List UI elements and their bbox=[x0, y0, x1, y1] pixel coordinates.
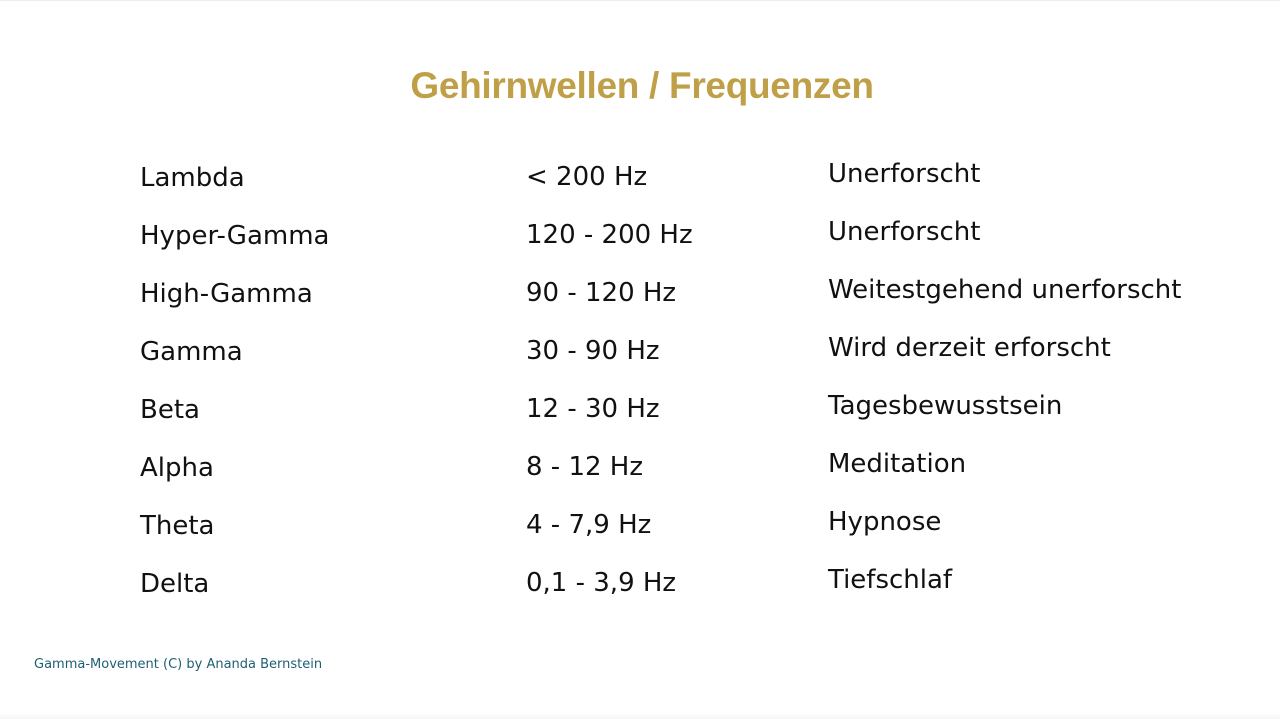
table-row bbox=[0, 333, 1280, 379]
wave-frequency: 8 - 12 Hz bbox=[526, 452, 643, 482]
wave-name: Alpha bbox=[140, 453, 214, 483]
wave-frequency: 90 - 120 Hz bbox=[526, 278, 677, 308]
wave-frequency: 30 - 90 Hz bbox=[526, 336, 660, 366]
wave-name: Gamma bbox=[140, 337, 243, 367]
table-row bbox=[0, 275, 1280, 321]
wave-frequency: 12 - 30 Hz bbox=[526, 394, 660, 424]
wave-description: Unerforscht bbox=[828, 217, 981, 247]
brainwave-table bbox=[0, 1, 1280, 719]
wave-description: Tagesbewusstsein bbox=[828, 391, 1063, 421]
table-row bbox=[0, 449, 1280, 495]
copyright-footer: Gamma-Movement (C) by Ananda Bernstein bbox=[34, 657, 323, 672]
wave-frequency: 120 - 200 Hz bbox=[526, 220, 693, 250]
bottom-edge bbox=[0, 713, 1280, 719]
table-row bbox=[0, 217, 1280, 263]
wave-description: Tiefschlaf bbox=[828, 565, 953, 595]
wave-description: Weitestgehend unerforscht bbox=[828, 275, 1182, 305]
table-row bbox=[0, 507, 1280, 553]
wave-name: Theta bbox=[140, 511, 215, 541]
wave-description: Hypnose bbox=[828, 507, 942, 537]
wave-description: Unerforscht bbox=[828, 159, 981, 189]
wave-name: Hyper-Gamma bbox=[140, 221, 330, 251]
wave-name: Delta bbox=[140, 569, 210, 599]
wave-description: Meditation bbox=[828, 449, 967, 479]
slide-title: Gehirnwellen / Frequenzen bbox=[410, 65, 874, 106]
wave-frequency: < 200 Hz bbox=[526, 162, 648, 192]
table-row bbox=[0, 159, 1280, 205]
wave-description: Wird derzeit erforscht bbox=[828, 333, 1111, 363]
wave-frequency: 0,1 - 3,9 Hz bbox=[526, 568, 677, 598]
wave-name: High-Gamma bbox=[140, 279, 313, 309]
wave-frequency: 4 - 7,9 Hz bbox=[526, 510, 652, 540]
wave-name: Beta bbox=[140, 395, 200, 425]
table-row bbox=[0, 565, 1280, 611]
wave-name: Lambda bbox=[140, 163, 245, 193]
table-row bbox=[0, 391, 1280, 437]
